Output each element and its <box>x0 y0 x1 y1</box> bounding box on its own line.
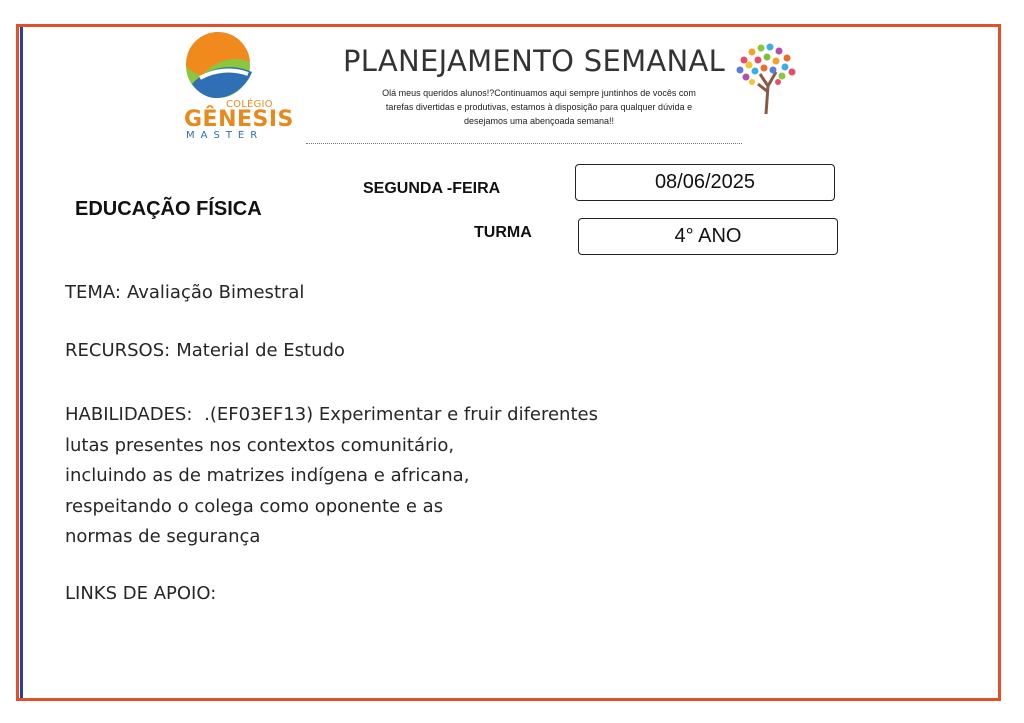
header-divider <box>306 143 742 144</box>
greeting-line: desejamos uma abençoada semana!! <box>463 116 615 126</box>
habilidades-line: normas de segurança <box>65 526 261 547</box>
habilidades-line: respeitando o colega como oponente e as <box>65 495 444 517</box>
habilidades-line: lutas presentes nos contextos comunitário, <box>65 434 455 456</box>
class-field: 4° ANO <box>578 218 838 255</box>
logo-college-text: COLÉGIO <box>226 99 273 110</box>
subject-title: EDUCAÇÃO FÍSICA <box>75 198 262 220</box>
greeting-line: tarefas divertidas e produtivas, estamos à disposição para qualquer dúvida e <box>385 102 693 112</box>
logo-emblem-icon <box>172 32 284 104</box>
tema-value: Avaliação Bimestral <box>126 282 305 303</box>
class-label: TURMA <box>474 224 532 241</box>
habilidades-line: incluindo as de matrizes indígena e africana, <box>65 465 470 486</box>
greeting-message <box>354 86 724 128</box>
recursos-label: RECURSOS: <box>65 340 171 361</box>
date-field: 08/06/2025 <box>575 164 835 201</box>
colorful-tree-icon <box>730 40 800 116</box>
habilidades-first-line <box>65 400 598 431</box>
logo-name: GÊNESIS <box>184 107 294 132</box>
recursos-row <box>65 340 345 361</box>
greeting-line: Olá meus queridos alunos!?Continuamos aqui sempre juntinhos de vocês com <box>382 88 696 98</box>
logo-tagline: MASTER <box>186 130 264 141</box>
tema-label: TEMA: <box>65 282 121 303</box>
page-title: PLANEJAMENTO SEMANAL <box>343 44 726 78</box>
recursos-value: Material de Estudo <box>176 340 345 361</box>
weekday-label: SEGUNDA -FEIRA <box>363 180 501 197</box>
habilidades-line: .(EF03EF13) Experimentar e fruir diferentes <box>204 404 598 425</box>
tema-row <box>65 282 304 303</box>
habilidades-block <box>65 400 598 553</box>
school-logo <box>172 32 294 142</box>
habilidades-label: HABILIDADES: <box>65 404 193 425</box>
links-label: LINKS DE APOIO: <box>65 583 217 604</box>
left-accent-line <box>20 27 23 698</box>
